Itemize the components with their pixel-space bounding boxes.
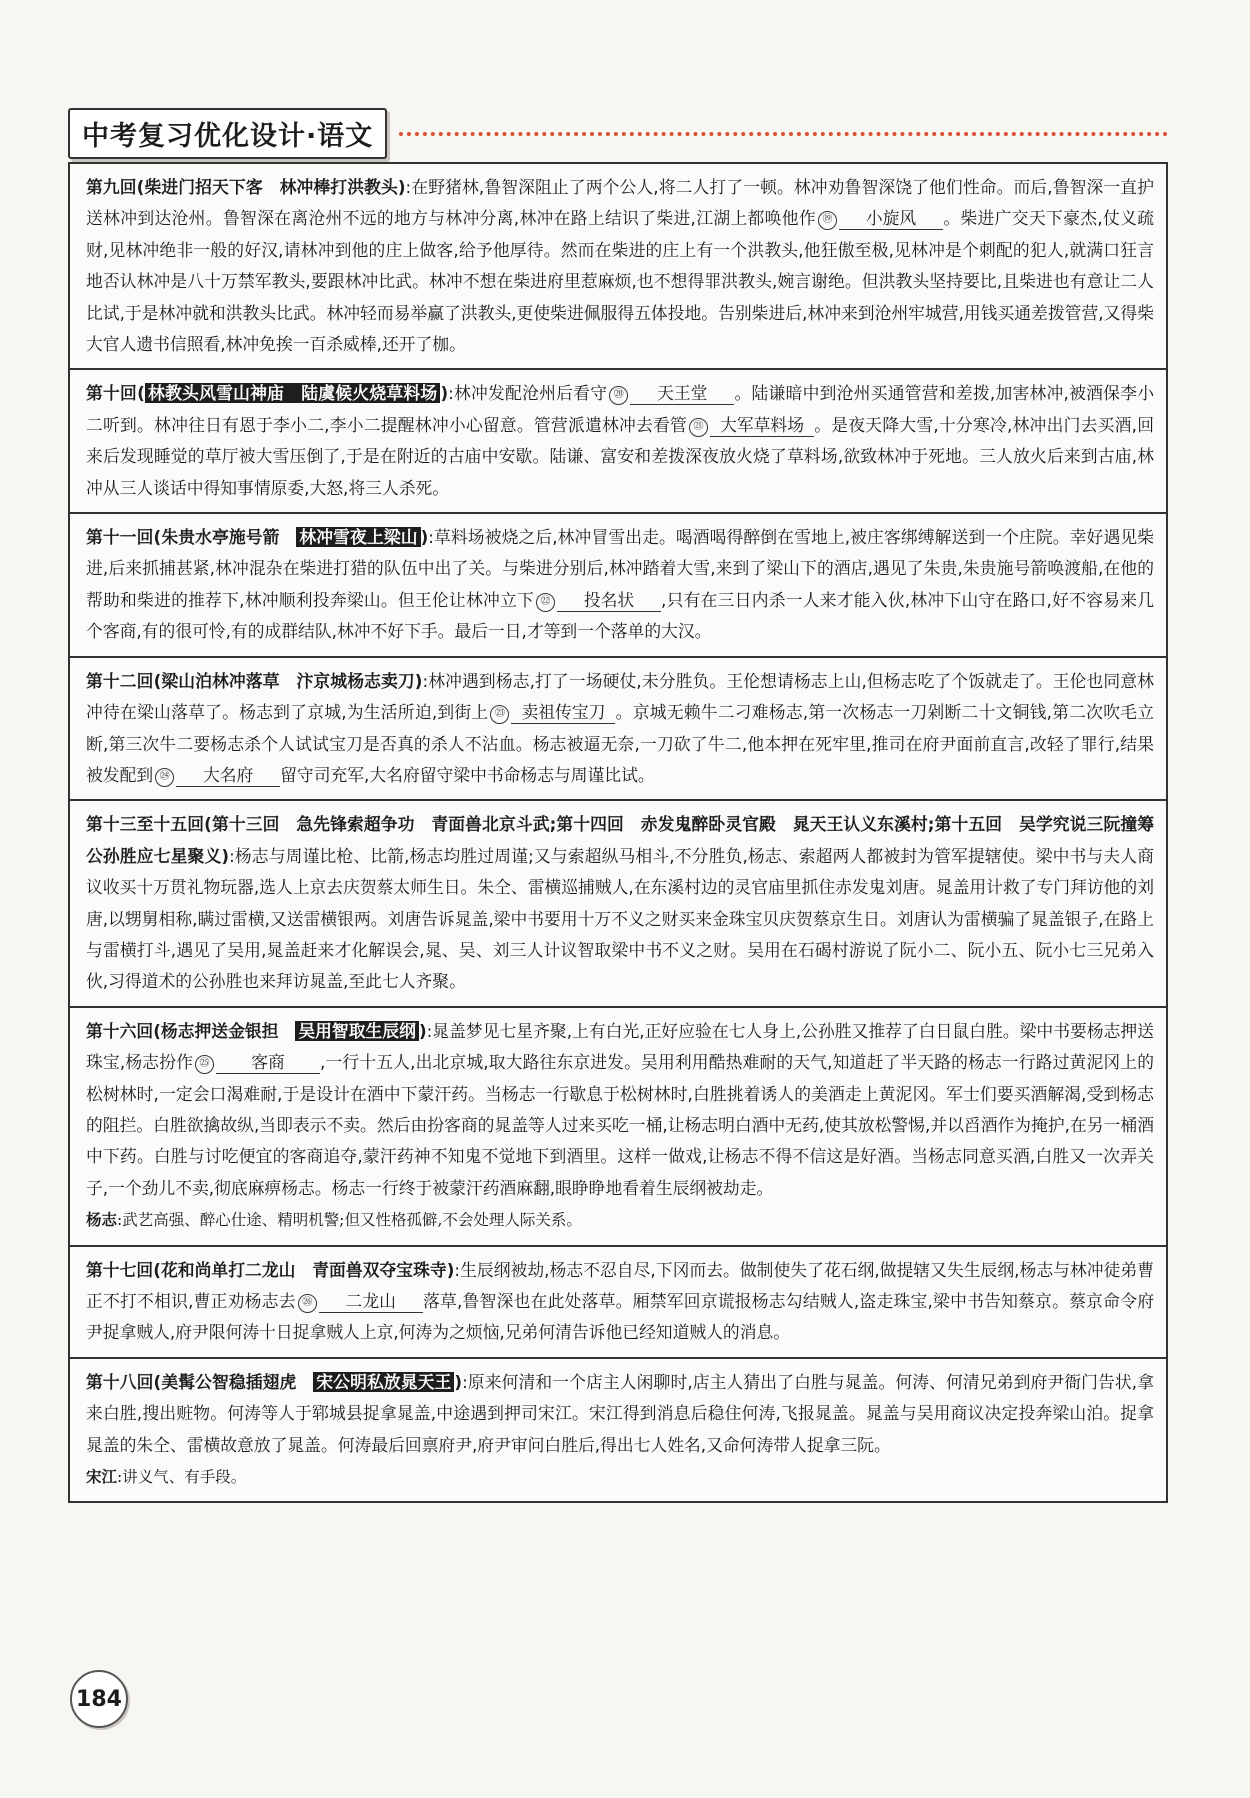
summary-box bbox=[68, 162, 1171, 1503]
chapter-16-summary bbox=[70, 1008, 1166, 1247]
chapter-title-end: ) bbox=[454, 1371, 463, 1392]
blank-number: ㉔ bbox=[155, 768, 174, 787]
chapter-title-end: ) bbox=[440, 383, 449, 404]
summary-text: :林冲遇到杨志,打了一场硬仗,未分胜负。王伦想请杨志上山,但杨志吃了个饭就走了。王伦也同意林冲待在梁山落草了。杨志到了京城,为生活所迫,到街上 bbox=[86, 670, 1154, 723]
chapter-title-end: ) bbox=[418, 1020, 427, 1041]
answer-blank: 天王堂 bbox=[630, 382, 734, 405]
blank-number: ㉒ bbox=[536, 593, 555, 612]
chapter-title: 第十七回(花和尚单打二龙山 青面兽双夺宝珠寺) bbox=[86, 1259, 455, 1280]
chapter-10-summary bbox=[70, 370, 1166, 514]
page-number: 184 bbox=[70, 1670, 128, 1728]
chapter-title: 第十三至十五回(第十三回 急先锋索超争功 青面兽北京斗武;第十四回 赤发鬼醉卧灵官殿 晁天王认义东溪村;第十五回 吴学究说三阮撞筹 公孙胜应七星聚义) bbox=[86, 814, 1171, 866]
chapter-title: 第九回(柴进门招天下客 林冲棒打洪教头) bbox=[86, 177, 406, 197]
answer-blank: 大军草料场 bbox=[710, 414, 814, 437]
summary-text: :草料场被烧之后,林冲冒雪出走。喝酒喝得醉倒在雪地上,被庄客绑缚解送到一个庄院。幸好遇见柴进,后来抓捕甚紧,林冲混杂在柴进打猎的队伍中出了关。与柴进分别后,林冲踏着大雪,来到了梁山下的酒店,遇见了朱贵,朱贵施号箭唤渡船,在他的帮助和柴进的推荐下,林冲顺利投奔梁山。但王伦让林冲立下 bbox=[86, 527, 1154, 610]
summary-text: ,一行十五人,出北京城,取大路往东京进发。吴用利用酷热难耐的天气,知道赶了半天路的杨志一行路过黄泥冈上的松树林时,一定会口渴难耐,于是设计在酒中下蒙汗药。当杨志一行歇息于松树林时,白胜挑着诱人的美酒走上黄泥冈。军士们要买酒解渴,受到杨志的阻拦。白胜欲擒故纵,当即表示不卖。然后由扮客商的晁盖等人过来买吃一桶,让杨志明白酒中无药,使其放松警惕,并以舀酒作为掩护,在另一桶酒中下药。白胜与讨吃便宜的客商追夺,蒙汗药神不知鬼不觉地下到酒里。这样一做戏,让杨志不得不信这是好酒。当杨志同意买酒,白胜又一次弄关子,一个劲儿不卖,彻底麻痹杨志。杨志一行终于被蒙汗药酒麻翻,眼睁睁地看着生辰纲被劫走。 bbox=[86, 1052, 1155, 1198]
chapter-9-summary bbox=[70, 164, 1166, 370]
highlighted-title: 吴用智取生辰纲 bbox=[295, 1021, 419, 1041]
character-name: 宋江 bbox=[86, 1467, 118, 1487]
answer-blank: 客商 bbox=[216, 1051, 320, 1074]
summary-text: :晁盖梦见七星齐聚,上有白光,正好应验在七人身上,公孙胜又推荐了白日鼠白胜。梁中书要杨志押送珠宝,杨志扮作 bbox=[86, 1020, 1154, 1073]
summary-text: :原来何清和一个店主人闲聊时,店主人猜出了白胜与晁盖。何涛、何清兄弟到府尹衙门告状,拿来白胜,搜出赃物。何涛等人于郓城县捉拿晁盖,中途遇到押司宋江。宋江得到消息后稳住何涛,飞报晁盖。晁盖与吴用商议决定投奔梁山泊。捉拿晁盖的朱仝、雷横故意放了晁盖。何涛最后回禀府尹,府尹审问白胜后,得出七人姓名,又命何涛带人捉拿三阮。 bbox=[86, 1371, 1155, 1455]
answer-blank: 卖祖传宝刀 bbox=[511, 701, 615, 724]
book-title: 中考复习优化设计·语文 bbox=[68, 108, 387, 159]
character-note bbox=[86, 1204, 1154, 1236]
character-traits: :武艺高强、醉心仕途、精明机警;但又性格孤僻,不会处理人际关系。 bbox=[117, 1211, 582, 1230]
chapter-13-15-summary bbox=[70, 801, 1171, 1007]
page-header bbox=[68, 108, 1168, 159]
answer-blank: 小旋风 bbox=[839, 207, 943, 230]
summary-text: ,只有在三日内杀一人来才能入伙,林冲下山守在路口,好不容易来几个客商,有的很可怜,有的成群结队,林冲不好下手。最后一日,才等到一个落单的大汉。 bbox=[86, 589, 1154, 642]
chapter-18-summary bbox=[70, 1359, 1166, 1502]
chapter-17-summary bbox=[70, 1247, 1166, 1359]
summary-text: 。是夜天降大雪,十分寒冷,林冲出门去买酒,回来后发现睡觉的草厅被大雪压倒了,于是在附近的古庙中安歇。陆谦、富安和差拨深夜放火烧了草料场,欲致林冲于死地。三人放火后来到古庙,林冲从三人谈话中得知事情原委,大怒,将三人杀死。 bbox=[86, 414, 1154, 498]
answer-blank: 投名状 bbox=[557, 589, 661, 612]
blank-number: ⑳ bbox=[609, 386, 628, 405]
summary-text: :林冲发配沧州后看守 bbox=[448, 383, 608, 404]
answer-blank: 二龙山 bbox=[319, 1290, 423, 1313]
chapter-title: 第十回( bbox=[86, 383, 145, 404]
chapter-11-summary bbox=[70, 514, 1166, 658]
blank-number: ㉖ bbox=[298, 1294, 317, 1313]
summary-text: :生辰纲被劫,杨志不忍自尽,下冈而去。做制使失了花石纲,做提辖又失生辰纲,杨志与林冲徒弟曹正不打不相识,曹正劝杨志去 bbox=[86, 1259, 1154, 1311]
chapter-12-summary bbox=[70, 658, 1166, 802]
chapter-title: 第十八回(美髯公智稳插翅虎 bbox=[86, 1371, 314, 1392]
summary-text: 。陆谦暗中到沧州买通管营和差拨,加害林冲,被酒保李小二听到。林冲往日有恩于李小二,李小二提醒林冲小心留意。管营派遣林冲去看管 bbox=[86, 383, 1155, 435]
blank-number: ㉓ bbox=[490, 705, 509, 724]
answer-blank: 大名府 bbox=[176, 764, 280, 787]
chapter-title: 第十六回(杨志押送金银担 bbox=[86, 1020, 296, 1041]
summary-text: :杨志与周谨比枪、比箭,杨志均胜过周谨;又与索超纵马相斗,不分胜负,杨志、索超两人都被封为管军提辖使。梁中书与夫人商议收买十万贯礼物玩器,选人上京去庆贺蔡太师生日。朱仝、雷横巡捕贼人,在东溪村边的灵官庙里抓住赤发鬼刘唐。晁盖用计救了专门拜访他的刘唐,以甥舅相称,瞒过雷横,又送雷横银两。刘唐告诉晁盖,梁中书要用十万不义之财买来金珠宝贝庆贺蔡京生日。刘唐认为雷横骗了晁盖银子,在路上与雷横打斗,遇见了吴用,晁盖赶来才化解误会,晁、吴、刘三人计议智取梁中书不义之财。吴用在石碣村游说了阮小二、阮小五、阮小七三兄弟入伙,习得道术的公孙胜也来拜访晁盖,至此七人齐聚。 bbox=[86, 845, 1154, 992]
character-name: 杨志 bbox=[86, 1210, 118, 1230]
chapter-title-end: ) bbox=[420, 527, 429, 548]
summary-text: 。柴进广交天下豪杰,仗义疏财,见林冲绝非一般的好汉,请林冲到他的庄上做客,给予他厚待。然而在柴进的庄上有一个洪教头,他狂傲至极,见林冲是个刺配的犯人,就满口狂言地否认林冲是八十万禁军教头,要跟林冲比武。林冲不想在柴进府里惹麻烦,也不想得罪洪教头,婉言谢绝。但洪教头坚持要比,且柴进也有意让二人比试,于是林冲就和洪教头比武。林冲轻而易举赢了洪教头,更使柴进佩服得五体投地。告别柴进后,林冲来到沧州牢城营,用钱买通差拨管营,又得柴大官人遗书信照看,林冲免挨一百杀威棒,还开了枷。 bbox=[86, 208, 1154, 355]
highlighted-title: 林教头风雪山神庙 陆虞候火烧草料场 bbox=[145, 383, 441, 403]
blank-number: ⑲ bbox=[818, 211, 837, 230]
blank-number: ㉑ bbox=[689, 418, 708, 437]
chapter-title: 第十一回(朱贵水亭施号箭 bbox=[86, 527, 297, 548]
chapter-title: 第十二回(梁山泊林冲落草 汴京城杨志卖刀) bbox=[86, 670, 423, 691]
blank-number: ㉕ bbox=[195, 1055, 214, 1074]
summary-text: 留守司充军,大名府留守梁中书命杨志与周谨比试。 bbox=[280, 764, 655, 785]
summary-text: :在野猪林,鲁智深阻止了两个公人,将二人打了一顿。林冲劝鲁智深饶了他们性命。而后,鲁智深一直护送林冲到达沧州。鲁智深在离沧州不远的地方与林冲分离,林冲在路上结识了柴进,江湖上都唤他作 bbox=[86, 177, 1154, 229]
highlighted-title: 林冲雪夜上梁山 bbox=[296, 527, 420, 547]
header-dotted-rule bbox=[399, 132, 1168, 136]
character-traits: :讲义气、有手段。 bbox=[117, 1468, 247, 1487]
summary-text: 落草,鲁智深也在此处落草。厢禁军回京谎报杨志勾结贼人,盗走珠宝,梁中书告知蔡京。蔡京命令府尹捉拿贼人,府尹限何涛十日捉拿贼人上京,何涛为之烦恼,兄弟何清告诉他已经知道贼人的消息。 bbox=[86, 1291, 1154, 1343]
summary-text: 。京城无赖牛二刁难杨志,第一次杨志一刀剁断二十文铜钱,第二次吹毛立断,第三次牛二要杨志杀个人试试宝刀是否真的杀人不沾血。杨志被逼无奈,一刀砍了牛二,他本押在死牢里,推司在府尹面前直言,改轻了罪行,结果被发配到 bbox=[86, 702, 1155, 785]
highlighted-title: 宋公明私放晁天王 bbox=[313, 1372, 454, 1392]
character-note bbox=[86, 1461, 1154, 1493]
